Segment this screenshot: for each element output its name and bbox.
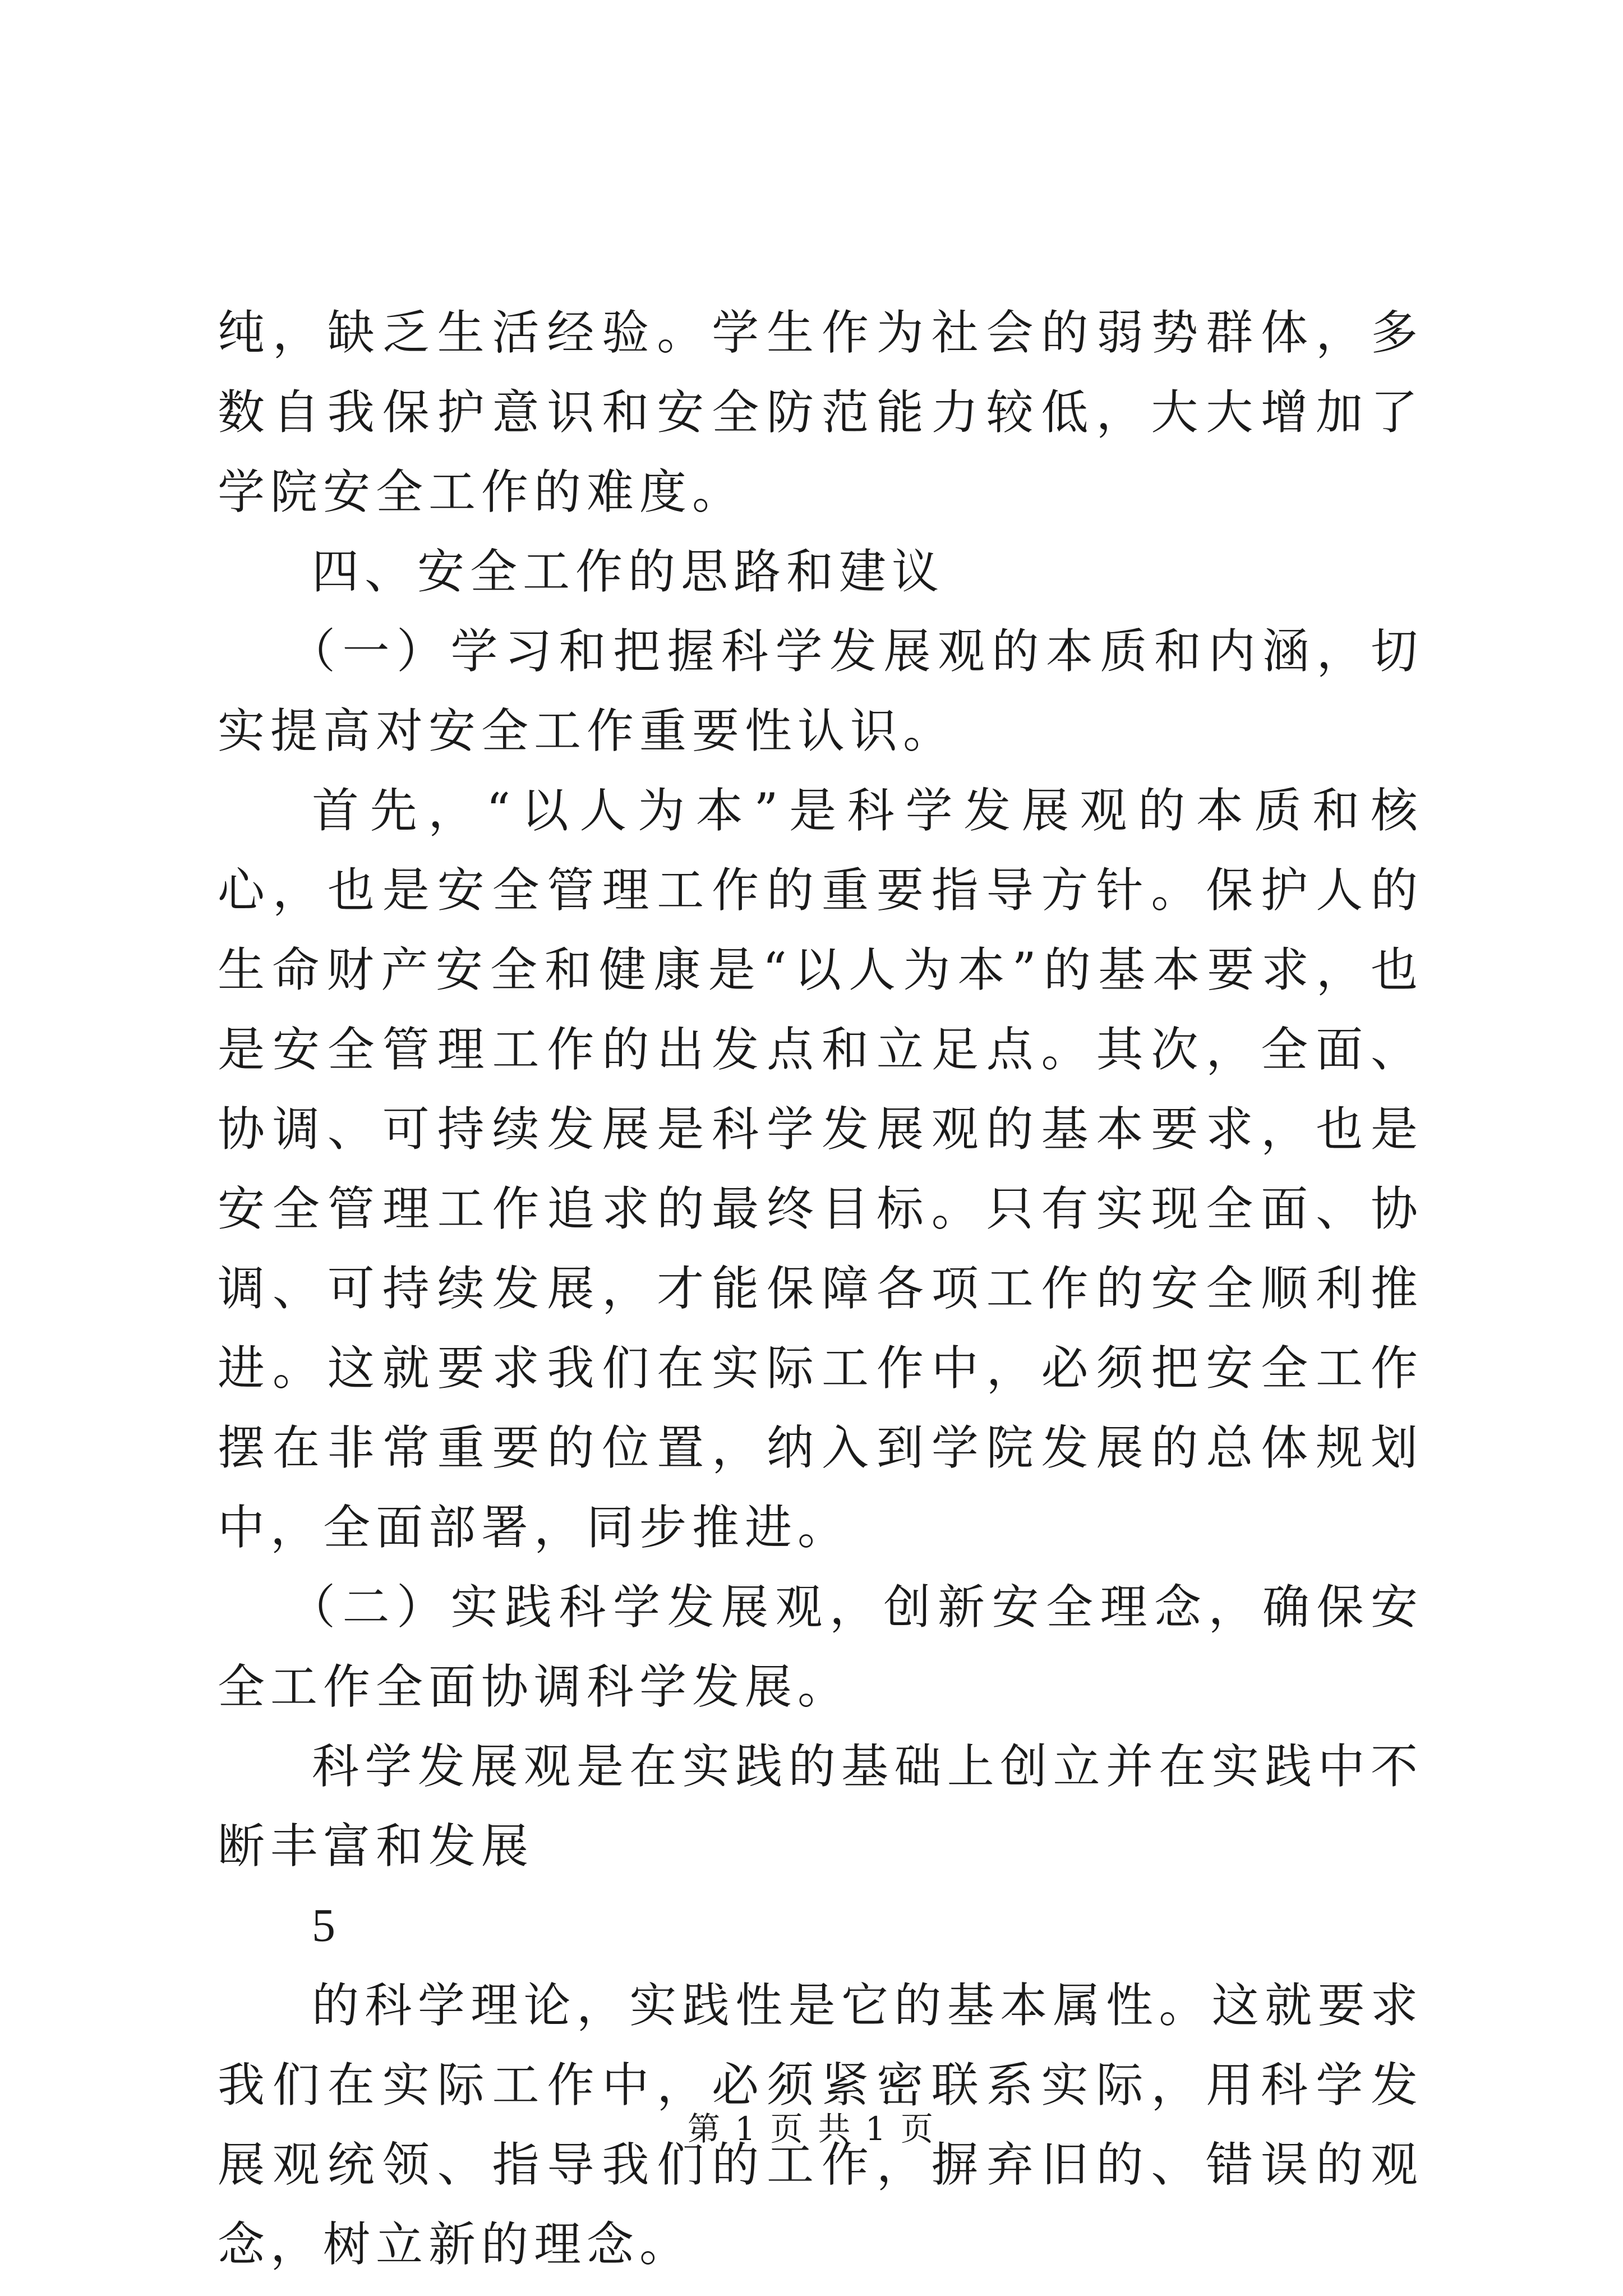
section-heading: 四、安全工作的思路和建议 [312,544,945,599]
inline-page-number: 5 [312,1899,335,1952]
document-body [218,293,1423,2284]
paragraph-continuation: 纯，缺乏生活经验。学生作为社会的弱势群体，多数自我保护意识和安全防范能力较低，大大增加了学院安全工作的难度。 [218,305,1423,519]
page-footer: 第 1 页 共 1 页 [688,2110,935,2148]
paragraph-first-second: 首先，“以人为本”是科学发展观的本质和核心，也是安全管理工作的重要指导方针。保护人的生命财产安全和健康是“以人为本”的基本要求，也是安全管理工作的出发点和立足点。其次，全面、协调、可持续发展是科学发展观的基本要求，也是安全管理工作追求的最终目标。只有实现全面、协调、可持续发展，才能保障各项工作的安全顺利推进。这就要求我们在实际工作中，必须把安全工作摆在非常重要的位置，纳入到学院发展的总体规划中，全面部署，同步推进。 [218,783,1423,1555]
paragraph-practice-start: 科学发展观是在实践的基础上创立并在实践中不断丰富和发展 [218,1739,1423,1874]
subsection-heading-1: （一）学习和把握科学发展观的本质和内涵，切实提高对安全工作重要性认识。 [218,624,1423,758]
paragraph-practice-end: 的科学理论，实践性是它的基本属性。这就要求我们在实际工作中，必须紧密联系实际，用科学发展观统领、指导我们的工作，摒弃旧的、错误的观念，树立新的理念。 [218,1978,1423,2272]
subsection-heading-2: （二）实践科学发展观，创新安全理念，确保安全工作全面协调科学发展。 [218,1580,1423,1714]
